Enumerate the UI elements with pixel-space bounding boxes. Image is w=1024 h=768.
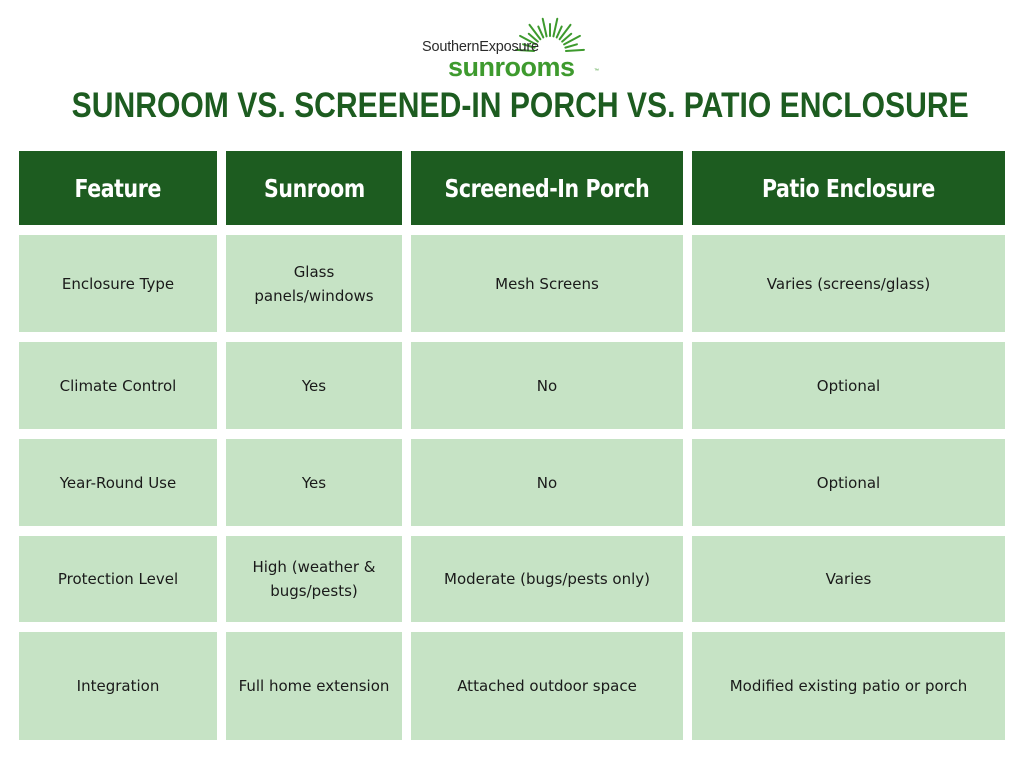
page-title: SUNROOM VS. SCREENED-IN PORCH VS. PATIO ENCLOSURE bbox=[71, 86, 969, 125]
table-cell-screened-porch: Mesh Screens bbox=[411, 235, 683, 332]
header-feature bbox=[19, 151, 217, 225]
table-cell-patio-enclosure: Varies bbox=[692, 536, 1005, 622]
header-label: Screened-In Porch bbox=[444, 173, 650, 203]
table-cell-patio-enclosure: Modified existing patio or porch bbox=[692, 632, 1005, 740]
trademark-mark: ™ bbox=[594, 68, 599, 74]
brand-product: sunrooms bbox=[448, 52, 575, 82]
table-cell-patio-enclosure: Varies (screens/glass) bbox=[692, 235, 1005, 332]
header-label: Sunroom bbox=[263, 173, 365, 203]
header-sunroom bbox=[226, 151, 402, 225]
table-cell-feature: Climate Control bbox=[19, 342, 217, 429]
brand-name: SouthernExposure bbox=[422, 39, 539, 55]
table-cell-screened-porch: No bbox=[411, 439, 683, 526]
header-label: Feature bbox=[74, 173, 162, 203]
header-patio-enclosure bbox=[692, 151, 1005, 225]
table-cell-sunroom: Yes bbox=[226, 439, 402, 526]
table-cell-feature: Protection Level bbox=[19, 536, 217, 622]
brand-logo bbox=[418, 14, 608, 82]
table-cell-patio-enclosure: Optional bbox=[692, 342, 1005, 429]
table-cell-feature: Enclosure Type bbox=[19, 235, 217, 332]
table-cell-sunroom: Yes bbox=[226, 342, 402, 429]
table-cell-screened-porch: Attached outdoor space bbox=[411, 632, 683, 740]
table-cell-sunroom: High (weather & bugs/pests) bbox=[226, 536, 402, 622]
table-cell-sunroom: Glass panels/windows bbox=[226, 235, 402, 332]
table-cell-feature: Year-Round Use bbox=[19, 439, 217, 526]
table-cell-feature: Integration bbox=[19, 632, 217, 740]
table-cell-screened-porch: No bbox=[411, 342, 683, 429]
table-cell-patio-enclosure: Optional bbox=[692, 439, 1005, 526]
table-cell-sunroom: Full home extension bbox=[226, 632, 402, 740]
header-label: Patio Enclosure bbox=[762, 173, 935, 203]
header-screened-porch bbox=[411, 151, 683, 225]
table-cell-screened-porch: Moderate (bugs/pests only) bbox=[411, 536, 683, 622]
